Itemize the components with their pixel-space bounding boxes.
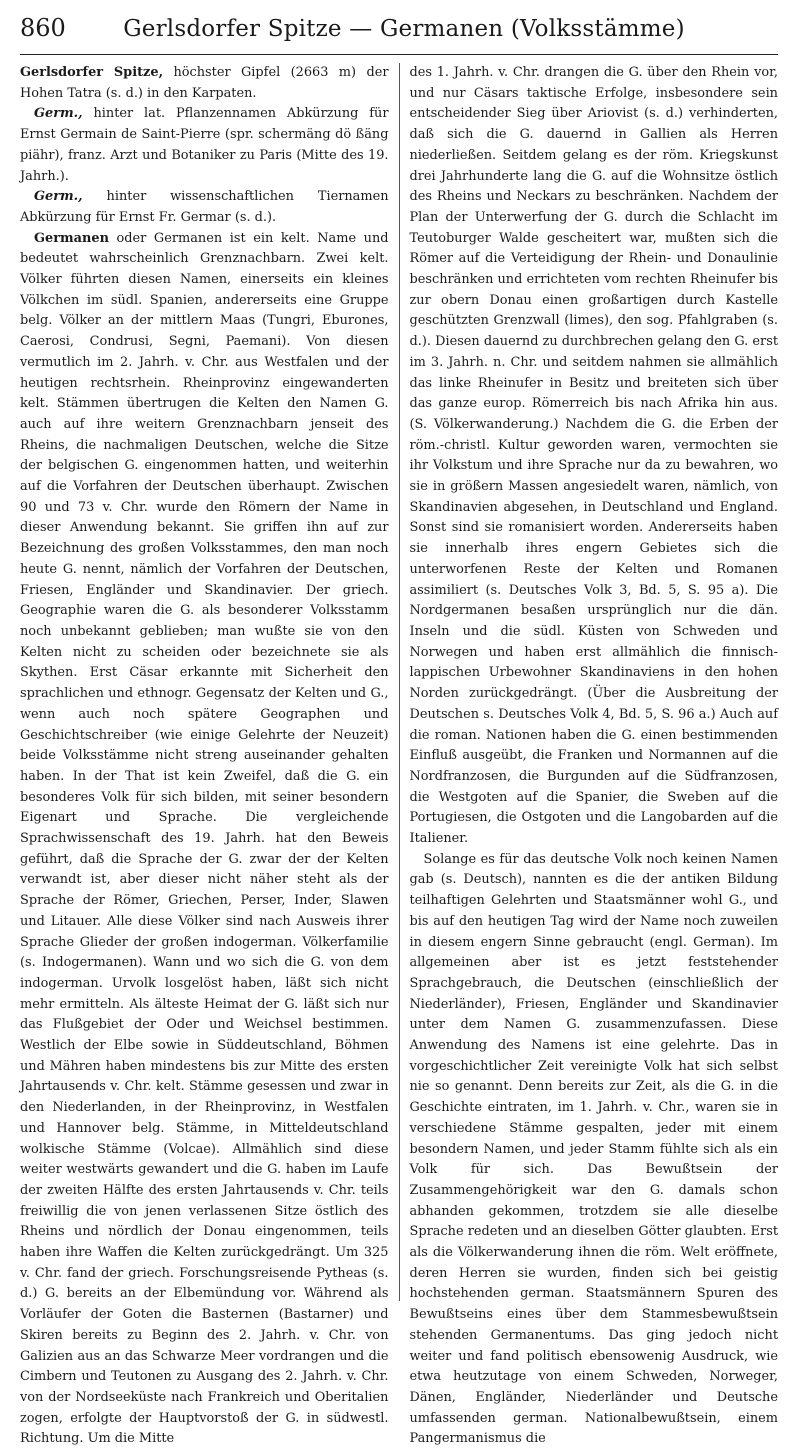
entry-text: hinter wissenschaftlichen Tiernamen Abkürzung für Ernst Fr. Germar (s. d.). xyxy=(20,189,389,225)
paragraph-continuation: des 1. Jahrh. v. Chr. drangen die G. über den Rhein vor, und nur Cäsars taktische Erfolge, insbesondere sein entscheidender Sieg über Ariovist (s. d.) verhinderten, daß sich die G. dauernd in Gallien als Herren niederließen. Seitdem gelang es der röm. Kriegskunst drei Jahrhunderte lang die G. auf die Wohnsitze östlich des Rheins und Neckars zu beschränken. Nachdem der Plan der Unterwerfung der G. durch die Schlacht im Teutoburger Walde gescheitert war, mußten sich die Römer auf die Verteidigung der Rhein- und Donaulinie beschränken und errichteten vom rechten Rheinufer bis zur obern Donau einen großartigen durch Kastelle geschützten Grenzwall (limes), den sog. Pfahlgraben (s. d.). Diesen dauernd zu durchbrechen gelang den G. erst im 3. Jahrh. n. Chr. und seitdem nahmen sie allmählich das linke Rheinufer in Besitz und breiteten sich über das ganze europ. Römerreich bis nach Afrika hin aus. (S. Völkerwanderung.) Nachdem die G. die Erben der röm.-christl. Kultur geworden waren, vermochten sie ihr Volkstum und ihre Sprache nur da zu bewahren, wo sie in größern Massen angesiedelt waren, nämlich, von Skandinavien abgesehen, in Deutschland und England. Sonst sind sie romanisiert worden. Andererseits haben sie innerhalb ihres engern Gebietes sich die unterworfenen Reste der Kelten und Romanen assimiliert (s. Deutsches Volk 3, Bd. 5, S. 95 a). Die Nordgermanen besaßen ursprünglich nur die dän. Inseln und die südl. Küsten von Schweden und Norwegen und haben erst allmählich die finnisch-lappischen Urbewohner Skandinaviens in den hohen Norden zurückgedrängt. (Über die Ausbreitung der Deutschen s. Deutsches Volk 4, Bd. 5, S. 96 a.) Auch auf die roman. Nationen haben die G. einen bestimmenden Einfluß ausgeübt, die Franken und Normannen auf die Nordfranzosen, die Burgunden auf die Südfranzosen, die Westgoten auf die Spanier, die Sweben auf die Portugiesen, die Ostgoten und die Langobarden auf die Italiener. xyxy=(409,65,778,847)
entry-lemma: Germ., xyxy=(34,189,83,205)
page-number: 860 xyxy=(20,14,66,42)
running-header xyxy=(20,14,778,55)
running-title: Gerlsdorfer Spitze — Germanen (Volksstämme) xyxy=(123,16,685,42)
entry-lemma: Germ., xyxy=(34,106,83,122)
entry-lemma: Gerlsdorfer Spitze, xyxy=(20,65,164,80)
right-column xyxy=(399,63,779,1447)
entry-text: höchster Gipfel (2663 m) der Hohen Tatra (s. d.) in den Karpaten. xyxy=(20,65,389,101)
entry-germ-zoologic xyxy=(20,187,389,228)
entry-germ-botanic xyxy=(20,104,389,187)
entry-lemma: Germanen xyxy=(34,230,109,246)
paragraph-name-usage: Solange es für das deutsche Volk noch keinen Namen gab (s. Deutsch), nannten es die der antiken Bildung teilhaftigen Gelehrten und Staatsmänner wohl G., und bis auf den heutigen Tag wird der Name noch zuweilen in diesem engern Sinne gebraucht (engl. German). Im allgemeinen aber ist es jetzt feststehender Sprachgebrauch, die Deutschen (einschließlich der Niederländer), Friesen, Engländer und Skandinavier unter dem Namen G. zusammenzufassen. Diese Anwendung des Namens ist eine gelehrte. Das in vorgeschichtlicher Zeit vereinigte Volk hat sich selbst nie so genannt. Denn bereits zur Zeit, als die G. in die Geschichte eintraten, im 1. Jahrh. v. Chr., waren sie in verschiedene Stämme gespalten, jeder mit einem besondern Namen, und jeder Stamm fühlte sich als ein Volk für sich. Das Bewußtsein der Zusammengehörigkeit war den G. damals schon abhanden gekommen, trotzdem sie alle dieselbe Sprache redeten und an dieselben Götter glaubten. Erst als die Völkerwanderung ihnen die röm. Welt eröffnete, deren Herren sie wurden, finden sich bei geistig hochstehenden german. Staatsmännern Spuren des Bewußtseins eines über dem Stammesbewußtsein stehenden Germanentums. Das ging jedoch nicht weiter und fand politisch ebensowenig Ausdruck, wie etwa heutzutage von einem Schweden, Norweger, Dänen, Engländer, Niederländer und Deutsche umfassenden german. Nationalbewußtsein, einem Pangermanismus die xyxy=(409,851,778,1447)
entry-germanen xyxy=(20,229,389,1450)
left-column xyxy=(20,63,399,1447)
text-columns xyxy=(20,63,778,1447)
entry-text: oder Germanen ist ein kelt. Name und bedeutet wahrscheinlich Grenznachbarn. Zwei kelt. Völker führten diesen Namen, einerseits ein kleines Völkchen im südl. Spanien, andererseits eine Gruppe belg. Völker an der mittlern Maas (Tungri, Eburones, Caerosi, Condrusi, Segni, Paemani). Von diesen vermutlich im 2. Jahrh. v. Chr. aus Westfalen und der heutigen rechtsrhein. Rheinprovinz eingewanderten kelt. Stämmen übertrugen die Kelten den Namen G. auch auf ihre weitern Grenznachbarn jenseit des Rheins, die nachmaligen Deutschen, welche die Sitze der belgischen G. eingenommen hatten, und weiterhin auf die Vorfahren der Deutschen überhaupt. Zwischen 90 und 73 v. Chr. wurde den Römern der Name in dieser Anwendung bekannt. Sie griffen ihn auf zur Bezeichnung des großen Volksstammes, den man noch heute G. nennt, nämlich der Vorfahren der Deutschen, Friesen, Engländer und Skandinavier. Der griech. Geographie waren die G. als besonderer Volksstamm noch unbekannt geblieben; man wußte sie von den Kelten nicht zu scheiden oder bezeichnete sie als Skythen. Erst Cäsar erkannte mit Sicherheit den sprachlichen und ethnogr. Gegensatz der Kelten und G., wenn auch noch spätere Geographen und Geschichtschreiber (wie einige Gelehrte der Neuzeit) beide Volksstämme nicht streng auseinander gehalten haben. In der That ist kein Zweifel, daß die G. ein besonderes Volk für sich bilden, mit seiner besondern Eigenart und Sprache. Die vergleichende Sprachwissenschaft des 19. Jahrh. hat den Beweis geführt, daß die Sprache der G. zwar der der Kelten verwandt ist, aber dieser nicht näher steht als der Sprache der Römer, Griechen, Perser, Inder, Slawen und Litauer. Alle diese Völker sind nach Ausweis ihrer Sprache Glieder der großen indogerman. Völkerfamilie (s. Indogermanen). Wann und wo sich die G. von dem indogerman. Urvolk losgelöst haben, läßt sich nicht mehr ermitteln. Als älteste Heimat der G. läßt sich nur das Flußgebiet der Oder und Weichsel bestimmen. Westlich der Elbe sowie in Süddeutschland, Böhmen und Mähren haben mindestens bis zur Mitte des ersten Jahrtausends v. Chr. kelt. Stämme gesessen und zwar in den Niederlanden, in der Rheinprovinz, in Westfalen und Hannover belg. Stämme, in Mitteldeutschland wolkische Stämme (Volcae). Allmählich sind diese weiter westwärts gewandert und die G. haben im Laufe der zweiten Hälfte des ersten Jahrtausends v. Chr. teils freiwillig die von jenen verlassenen Sitze östlich des Rheins und nördlich der Donau eingenommen, teils haben ihre Waffen die Kelten zurückgedrängt. Um 325 v. Chr. fand der griech. Forschungsreisende Pytheas (s. d.) G. bereits an der Elbemündung vor. Während als Vorläufer der Goten die Basternen (Bastarner) und Skiren bereits zu Beginn des 2. Jahrh. v. Chr. von Galizien aus an das Schwarze Meer vordrangen und die Cimbern und Teutonen zu Ausgang des 2. Jahrh. v. Chr. von der Nordseeküste nach Frankreich und Oberitalien zogen, erfolgte der Hauptvorstoß der G. in südwestl. Richtung. Um die Mitte xyxy=(20,230,389,1447)
entry-text: hinter lat. Pflanzennamen Abkürzung für Ernst Germain de Saint-Pierre (spr. schermäng dö ßäng piähr), franz. Arzt und Botaniker zu Paris (Mitte des 19. Jahrh.). xyxy=(20,106,389,184)
entry-gerlsdorfer-spitze xyxy=(20,63,389,104)
